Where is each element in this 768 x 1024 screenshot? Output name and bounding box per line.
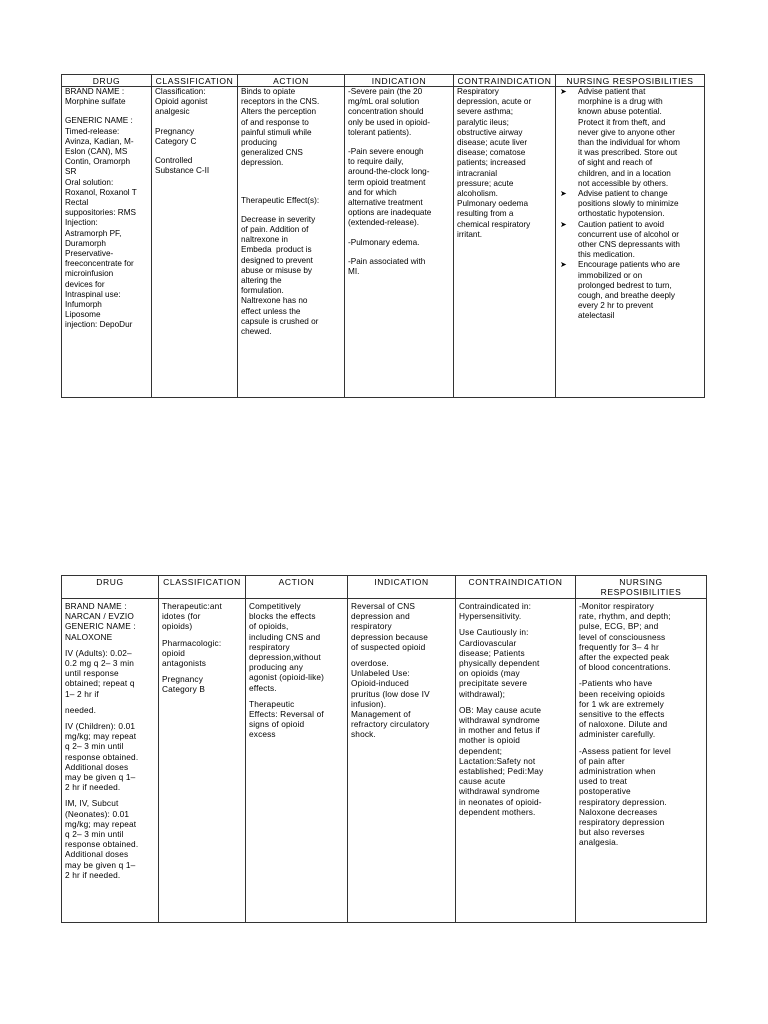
cell-text-line: concurrent use of alcohol or (578, 229, 680, 239)
cell-text-line: of suspected opioid (351, 641, 426, 652)
cell-text-line: of pain. Addition of (241, 225, 309, 235)
line-spacer (348, 138, 450, 147)
header-drug: DRUG (62, 576, 159, 599)
cell-text-line: NALOXONE (65, 631, 113, 642)
cell-text-line: obstructive airway (457, 127, 523, 137)
cell-text-line: sensitive to the effects (579, 709, 665, 720)
cell-text-line: disease; acute liver (457, 138, 528, 148)
cell-text-line: designed to prevent (241, 255, 313, 265)
header-action: ACTION (238, 75, 345, 87)
table-row (62, 87, 705, 398)
naloxone-drug-table (61, 575, 707, 923)
cell-text-line: naltrexone in (241, 235, 288, 245)
cell-text-line: known abuse potential. (578, 107, 662, 117)
cell-text-line: orthostatic hypotension. (578, 209, 665, 219)
cell-text-line: infusion). (351, 698, 387, 709)
header-drug: DRUG (62, 75, 152, 87)
cell-text-line: including CNS and (249, 631, 321, 642)
cell-text-line: Astramorph PF, (65, 228, 122, 238)
cell-text-line: level of consciousness (579, 631, 666, 642)
cell-text-line: 2 hr if needed. (65, 782, 121, 793)
nursing-list-item (559, 220, 701, 261)
cell-text-line: freeconcentrate for (65, 259, 134, 269)
nursing-cell (556, 87, 705, 398)
cell-text-line: after the expected peak (579, 652, 670, 663)
cell-text-line: established; Pedi:May (459, 766, 544, 777)
cell-text-line: Pregnancy (155, 126, 195, 136)
cell-text-line: Duramorph (65, 238, 106, 248)
cell-text-line: MI. (348, 267, 360, 277)
cell-text-line: Contin, Oramorph (65, 157, 131, 167)
cell-text-line: Unlabeled Use: (351, 668, 410, 679)
cell-text-line: children, and in a location (578, 168, 671, 178)
header-indication: INDICATION (345, 75, 454, 87)
cell-text-line: disease; Patients (459, 647, 525, 658)
cell-text-line: of naloxone. Dilute and (579, 719, 668, 730)
cell-text-line: Preservative- (65, 249, 114, 259)
cell-text-line: producing (241, 138, 277, 148)
cell-text-line: Liposome (65, 310, 101, 320)
cell-text-line: positions slowly to minimize (578, 199, 679, 209)
cell-text-line: not accessible by others. (578, 178, 669, 188)
cell-text-line: refractory circulatory (351, 719, 430, 730)
cell-text-line: agonist (opioid-like) (249, 672, 325, 683)
arrow-bullet-icon: ➤ (560, 219, 567, 229)
cell-text-line: alternative treatment (348, 198, 423, 208)
cell-text-line: Protect it from theft, and (578, 117, 666, 127)
cell-text-line: pressure; acute (457, 178, 514, 188)
cell-text-line: Controlled (155, 156, 193, 166)
cell-text-line: antagonists (162, 658, 207, 669)
cell-text-line: Opioid-induced (351, 678, 409, 689)
cell-text-line: Pregnancy (162, 674, 204, 685)
cell-text-line: concentration should (348, 107, 424, 117)
cell-text-line: opioid (162, 647, 186, 658)
cell-text-line: depression, acute or (457, 97, 532, 107)
cell-text-line: of pain after (579, 755, 625, 766)
cell-text-line: and for which (348, 187, 397, 197)
cell-text-line: immobilized or on (578, 270, 643, 280)
table-header-row (62, 576, 707, 599)
cell-text-line: response obtained. (65, 839, 139, 850)
cell-text-line: disease; comatose (457, 148, 526, 158)
header-action: ACTION (246, 576, 348, 599)
cell-text-line: Pharmacologic: (162, 637, 222, 648)
cell-text-line: of sight and reach of (578, 158, 653, 168)
cell-text-line: Category B (162, 684, 206, 695)
cell-text-line: Pulmonary oedema (457, 199, 528, 209)
contraindication-cell (456, 599, 576, 923)
action-cell (238, 87, 345, 398)
cell-text-line: Category C (155, 136, 197, 146)
header-classification: CLASSIFICATION (159, 576, 246, 599)
cell-text-line: microinfusion (65, 269, 114, 279)
header-indication: INDICATION (348, 576, 456, 599)
cell-text-line: -Pulmonary edema. (348, 237, 420, 247)
cell-text-line: irritant. (457, 229, 483, 239)
cell-text-line: IM, IV, Subcut (65, 798, 119, 809)
cell-text-line: term opioid treatment (348, 177, 426, 187)
nursing-list-item (559, 189, 701, 220)
header-nursing-responsibilities: NURSING RESPOSIBILITIES (576, 576, 707, 599)
line-spacer (155, 147, 234, 156)
cell-text-line: than the individual for whom (578, 138, 680, 148)
cell-text-line: overdose. (351, 658, 389, 669)
line-spacer (241, 169, 341, 178)
cell-text-line: pruritus (low dose IV (351, 688, 430, 699)
cell-text-line: Reversal of CNS (351, 601, 416, 611)
header-classification: CLASSIFICATION (152, 75, 238, 87)
arrow-bullet-icon: ➤ (560, 260, 567, 270)
action-cell (246, 599, 348, 923)
cell-text-line: GENERIC NAME : (65, 621, 136, 632)
cell-text-line: Timed-release: (65, 126, 120, 136)
cell-text-line: options are inadequate (348, 208, 432, 218)
cell-text-line: Embeda product is (241, 245, 312, 255)
cell-text-line: may be given q 1– (65, 772, 136, 783)
cell-text-line: used to treat (579, 776, 628, 787)
cell-text-line: depression and (351, 611, 410, 622)
line-spacer (241, 206, 341, 215)
arrow-bullet-icon: ➤ (560, 87, 567, 96)
cell-text-line: excess (249, 729, 276, 740)
cell-text-line: respiratory (351, 621, 392, 632)
cell-text-line: physically dependent (459, 658, 540, 669)
cell-text-line: patients; increased (457, 158, 526, 168)
cell-text-line: other CNS depressants with (578, 240, 680, 250)
cell-text-line: Use Cautiously in: (459, 627, 529, 638)
indication-cell (348, 599, 456, 923)
nursing-list-item (559, 87, 701, 189)
cell-text-line: painful stimuli while (241, 127, 312, 137)
cell-text-line: mg/kg; may repeat (65, 818, 137, 829)
cell-text-line: Therapeutic (249, 698, 295, 709)
cell-text-line: q 2– 3 min until (65, 741, 124, 752)
cell-text-line: frequently for 3– 4 hr (579, 641, 659, 652)
cell-text-line: of opioids, (249, 621, 289, 632)
cell-text-line: Therapeutic:ant (162, 601, 222, 611)
arrow-bullet-icon: ➤ (560, 189, 567, 199)
cell-text-line: analgesic (155, 107, 190, 117)
cell-text-line: Naloxone decreases (579, 806, 658, 817)
cell-text-line: respiratory depression. (579, 796, 667, 807)
cell-text-line: until response (65, 668, 119, 679)
cell-text-line: Classification: (155, 87, 206, 96)
cell-text-line: in neonates of opioid- (459, 796, 542, 807)
cell-text-line: rate, rhythm, and depth; (579, 611, 671, 622)
cell-text-line: on opioids (may (459, 668, 520, 679)
cell-text-line: withdrawal syndrome (459, 715, 540, 726)
cell-text-line: Lactation:Safety not (459, 755, 536, 766)
cell-text-line: Advise patient to change (578, 189, 668, 199)
cell-text-line: (extended-release). (348, 218, 419, 228)
cell-text-line: NARCAN / EVZIO (65, 611, 134, 622)
cell-text-line: been receiving opioids (579, 688, 665, 699)
cell-text-line: idotes (for (162, 611, 201, 622)
cell-text-line: Management of (351, 709, 411, 720)
cell-text-line: cause acute (459, 776, 506, 787)
cell-text-line: may be given q 1– (65, 859, 136, 870)
cell-text-line: to require daily, (348, 157, 404, 167)
cell-text-line: Opioid agonist (155, 97, 208, 107)
cell-text-line: q 2– 3 min until (65, 829, 124, 840)
cell-text-line: OB: May cause acute (459, 704, 542, 715)
cell-text-line: shock. (351, 729, 376, 740)
cell-text-line: tolerant patients). (348, 127, 412, 137)
cell-text-line: Effects: Reversal of (249, 709, 324, 720)
cell-text-line: only be used in opioid- (348, 117, 430, 127)
cell-text-line: opioids) (162, 621, 193, 632)
cell-text-line: -Pain severe enough (348, 147, 424, 157)
cell-text-line: Hypersensitivity. (459, 611, 522, 622)
cell-text-line: paralytic ileus; (457, 117, 509, 127)
cell-text-line: chewed. (241, 327, 272, 337)
cell-text-line: injection: DepoDur (65, 320, 133, 330)
cell-text-line: Roxanol, Roxanol T (65, 187, 137, 197)
cell-text-line: mg/mL oral solution (348, 97, 420, 107)
cell-text-line: Infumorph (65, 300, 102, 310)
cell-text-line: formulation. (241, 286, 284, 296)
cell-text-line: Binds to opiate (241, 87, 296, 96)
cell-text-line: 2 hr if needed. (65, 869, 121, 880)
cell-text-line: Additional doses (65, 761, 129, 772)
line-spacer (155, 118, 234, 127)
cell-text-line: it was prescribed. Store out (578, 148, 678, 158)
cell-text-line: depression because (351, 631, 428, 642)
cell-text-line: suppositories: RMS (65, 208, 136, 218)
cell-text-line: -Assess patient for level (579, 745, 671, 756)
cell-text-line: Competitively (249, 601, 301, 611)
cell-text-line: IV (Adults): 0.02– (65, 647, 132, 658)
cell-text-line: Additional doses (65, 849, 129, 860)
cell-text-line: needed. (65, 704, 97, 715)
cell-text-line: Intraspinal use: (65, 289, 121, 299)
cell-text-line: -Pain associated with (348, 256, 426, 266)
line-spacer (65, 107, 148, 116)
cell-text-line: producing any (249, 662, 304, 673)
cell-text-line: alcoholism. (457, 189, 498, 199)
cell-text-line: Decrease in severity (241, 214, 316, 224)
header-contraindication: CONTRAINDICATION (454, 75, 556, 87)
cell-text-line: Injection: (65, 218, 98, 228)
drug-cell (62, 599, 159, 923)
cell-text-line: capsule is crushed or (241, 316, 319, 326)
cell-text-line: BRAND NAME : (65, 87, 125, 96)
cell-text-line: administer carefully. (579, 729, 656, 740)
cell-text-line: withdrawal); (459, 688, 506, 699)
cell-text-line: intracranial (457, 168, 498, 178)
cell-text-line: chemical respiratory (457, 219, 531, 229)
contraindication-cell (454, 87, 556, 398)
header-nursing-responsibilities: NURSING RESPOSIBILITIES (556, 75, 705, 87)
cell-text-line: administration when (579, 766, 656, 777)
cell-text-line: withdrawal syndrome (459, 786, 540, 797)
cell-text-line: severe asthma; (457, 107, 513, 117)
cell-text-line: BRAND NAME : (65, 601, 127, 611)
cell-text-line: abuse or misuse by (241, 265, 312, 275)
cell-text-line: Alters the perception (241, 107, 317, 117)
header-contraindication: CONTRAINDICATION (456, 576, 576, 599)
cell-text-line: Oral solution: (65, 177, 114, 187)
cell-text-line: never give to anyone other (578, 127, 675, 137)
nursing-list-item (559, 260, 701, 321)
cell-text-line: -Patients who have (579, 678, 653, 689)
line-spacer (348, 229, 450, 238)
cell-text-line: dependent mothers. (459, 806, 536, 817)
cell-text-line: cough, and breathe deeply (578, 291, 675, 301)
cell-text-line: (Neonates): 0.01 (65, 808, 130, 819)
cell-text-line: morphine is a drug with (578, 97, 663, 107)
cell-text-line: resulting from a (457, 209, 514, 219)
classification-cell (152, 87, 238, 398)
cell-text-line: around-the-clock long- (348, 167, 430, 177)
cell-text-line: effect unless the (241, 306, 301, 316)
cell-text-line: Rectal (65, 198, 89, 208)
cell-text-line: postoperative (579, 786, 631, 797)
cell-text-line: -Monitor respiratory (579, 601, 654, 611)
morphine-drug-table (61, 74, 705, 398)
cell-text-line: Respiratory (457, 87, 499, 96)
line-spacer (348, 248, 450, 257)
cell-text-line: Encourage patients who are (578, 260, 680, 270)
cell-text-line: 1– 2 hr if (65, 688, 99, 699)
nursing-bullet-list (559, 87, 701, 322)
classification-cell (159, 599, 246, 923)
cell-text-line: of and response to (241, 117, 309, 127)
indication-cell (345, 87, 454, 398)
cell-text-line: signs of opioid (249, 719, 305, 730)
cell-text-line: this medication. (578, 250, 635, 260)
cell-text-line: in mother and fetus if (459, 725, 540, 736)
cell-text-line: Avinza, Kadian, M- (65, 136, 134, 146)
cell-text-line: altering the (241, 276, 282, 286)
cell-text-line: but also reverses (579, 827, 645, 838)
cell-text-line: obtained; repeat q (65, 678, 135, 689)
cell-text-line: pulse, ECG, BP; and (579, 621, 659, 632)
nursing-cell (576, 599, 707, 923)
cell-text-line: mg/kg; may repeat (65, 731, 137, 742)
cell-text-line: blocks the effects (249, 611, 316, 622)
table-row (62, 599, 707, 923)
cell-text-line: analgesia. (579, 837, 619, 848)
line-spacer (241, 178, 341, 187)
cell-text-line: Therapeutic Effect(s): (241, 195, 320, 205)
cell-text-line: precipitate severe (459, 678, 528, 689)
line-spacer (241, 187, 341, 196)
cell-text-line: generalized CNS (241, 148, 303, 158)
cell-text-line: response obtained. (65, 751, 139, 762)
cell-text-line: every 2 hr to prevent (578, 301, 654, 311)
cell-text-line: depression. (241, 158, 284, 168)
cell-text-line: Substance C-II (155, 166, 210, 176)
cell-text-line: effects. (249, 682, 277, 693)
cell-text-line: Cardiovascular (459, 637, 517, 648)
cell-text-line: IV (Children): 0.01 (65, 721, 136, 732)
cell-text-line: Morphine sulfate (65, 97, 126, 107)
cell-text-line: respiratory depression (579, 817, 665, 828)
cell-text-line: receptors in the CNS. (241, 97, 320, 107)
cell-text-line: devices for (65, 279, 105, 289)
cell-text-line: Eslon (CAN), MS (65, 147, 128, 157)
cell-text-line: mother is opioid (459, 735, 520, 746)
cell-text-line: prolonged bedrest to turn, (578, 280, 672, 290)
cell-text-line: atelectasil (578, 311, 615, 321)
cell-text-line: dependent; (459, 745, 503, 756)
cell-text-line: -Severe pain (the 20 (348, 87, 423, 96)
cell-text-line: of blood concentrations. (579, 662, 671, 673)
cell-text-line: Caution patient to avoid (578, 219, 665, 229)
cell-text-line: 0.2 mg q 2– 3 min (65, 658, 134, 669)
cell-text-line: Advise patient that (578, 87, 646, 96)
cell-text-line: GENERIC NAME : (65, 116, 133, 126)
table-header-row (62, 75, 705, 87)
drug-cell (62, 87, 152, 398)
cell-text-line: Naltrexone has no (241, 296, 308, 306)
cell-text-line: depression,without (249, 652, 321, 663)
cell-text-line: SR (65, 167, 77, 177)
cell-text-line: Contraindicated in: (459, 601, 532, 611)
cell-text-line: respiratory (249, 641, 290, 652)
cell-text-line: for 1 wk are extremely (579, 698, 664, 709)
